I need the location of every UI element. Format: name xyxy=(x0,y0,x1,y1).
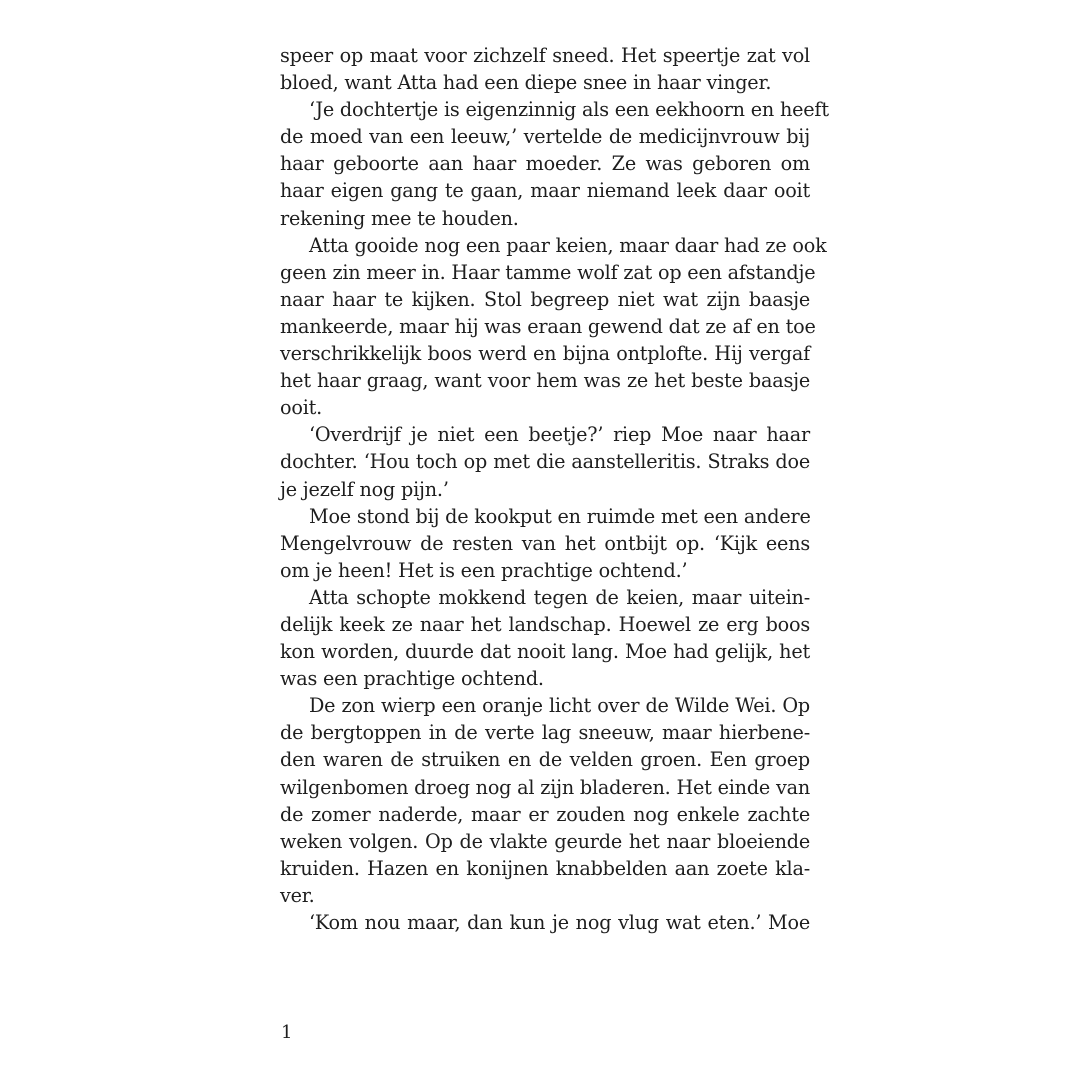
text-line: dochter. ‘Hou toch op met die aanstelleritis. Straks doe xyxy=(280,450,810,474)
page-number: 1 xyxy=(281,1022,293,1043)
text-line: weken volgen. Op de vlakte geurde het naar bloeiende xyxy=(280,829,810,853)
text-line: mankeerde, maar hij was eraan gewend dat ze af en toe xyxy=(280,314,816,338)
text-line: Atta schopte mokkend tegen de keien, maar uitein- xyxy=(309,585,810,609)
text-line: Mengelvrouw de resten van het ontbijt op. ‘Kijk eens xyxy=(280,531,810,555)
text-line: Moe stond bij de kookput en ruimde met een andere xyxy=(309,504,811,528)
text-line: de moed van een leeuw,’ vertelde de medicijnvrouw bij xyxy=(280,125,810,149)
text-line: naar haar te kijken. Stol begreep niet wat zijn baasje xyxy=(280,287,810,311)
text-line: haar geboorte aan haar moeder. Ze was geboren om xyxy=(280,152,810,176)
text-line: De zon wierp een oranje licht over de Wilde Wei. Op xyxy=(309,694,810,718)
text-line: speer op maat voor zichzelf sneed. Het speertje zat vol xyxy=(280,44,810,67)
body-text xyxy=(280,42,829,936)
text-line: ‘Kom nou maar, dan kun je nog vlug wat eten.’ Moe xyxy=(309,911,810,934)
text-line: kruiden. Hazen en konijnen knabbelden aan zoete kla- xyxy=(280,856,810,880)
text-line: ‘Overdrijf je niet een beetje?’ riep Moe naar haar xyxy=(309,423,810,447)
text-line: ‘Je dochtertje is eigenzinnig als een eekhoorn en heeft xyxy=(309,98,829,122)
text-line: om je heen! Het is een prachtige ochtend.’ xyxy=(280,558,688,582)
text-line: verschrikkelijk boos werd en bijna ontplofte. Hij vergaf xyxy=(280,342,810,366)
text-line: den waren de struiken en de velden groen. Een groep xyxy=(280,748,810,772)
text-line: kon worden, duurde dat nooit lang. Moe had gelijk, het xyxy=(280,640,810,664)
text-line: wilgenbomen droeg nog al zijn bladeren. Het einde van xyxy=(280,775,810,799)
text-line: ooit. xyxy=(280,396,323,420)
text-line: je jezelf nog pijn.’ xyxy=(280,477,449,501)
text-line: rekening mee te houden. xyxy=(280,206,519,230)
text-line: was een prachtige ochtend. xyxy=(280,667,544,691)
text-line: ver. xyxy=(280,883,315,907)
text-line: het haar graag, want voor hem was ze het beste baasje xyxy=(280,369,810,393)
text-line: haar eigen gang te gaan, maar niemand leek daar ooit xyxy=(280,179,810,203)
text-line: de zomer naderde, maar er zouden nog enkele zachte xyxy=(280,802,810,826)
text-line: delijk keek ze naar het landschap. Hoewel ze erg boos xyxy=(280,612,810,636)
text-line: de bergtoppen in de verte lag sneeuw, maar hierbene- xyxy=(280,721,810,745)
text-line: bloed, want Atta had een diepe snee in haar vinger. xyxy=(280,71,772,95)
text-line: Atta gooide nog een paar keien, maar daar had ze ook xyxy=(309,233,827,257)
text-line: geen zin meer in. Haar tamme wolf zat op een afstandje xyxy=(280,260,816,284)
